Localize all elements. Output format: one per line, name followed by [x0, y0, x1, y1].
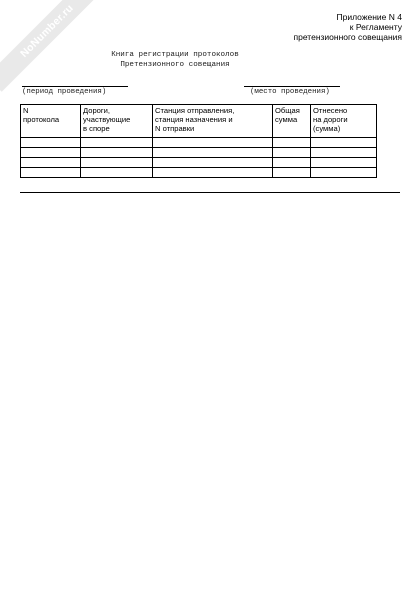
bottom-rule	[20, 192, 400, 193]
table-body	[21, 138, 377, 178]
appendix-line-2: к Регламенту	[349, 22, 402, 32]
table-cell	[81, 138, 153, 148]
appendix-line-3: претензионного совещания	[293, 32, 402, 42]
table-cell	[81, 148, 153, 158]
appendix-note	[242, 12, 402, 42]
table-cell	[153, 148, 273, 158]
table-cell	[273, 148, 311, 158]
table-cell	[153, 158, 273, 168]
table-cell	[311, 158, 377, 168]
table-cell	[273, 158, 311, 168]
table-cell	[311, 138, 377, 148]
period-blank-line	[22, 86, 128, 87]
table-cell	[311, 148, 377, 158]
table-cell	[153, 168, 273, 178]
table-row	[21, 168, 377, 178]
period-caption: (период проведения)	[22, 88, 107, 96]
table-row	[21, 148, 377, 158]
table-cell	[21, 148, 81, 158]
table-cell	[311, 168, 377, 178]
header-stations-and-dispatch: Станция отправления, станция назначения и N отправки	[153, 105, 273, 138]
table-cell	[153, 138, 273, 148]
place-blank-line	[244, 86, 340, 87]
document-title: Книга регистрации протоколов	[111, 51, 239, 59]
table-cell	[21, 138, 81, 148]
appendix-line-1: Приложение N 4	[336, 12, 402, 22]
table-cell	[21, 158, 81, 168]
table-cell	[21, 168, 81, 178]
header-protocol-number: N протокола	[21, 105, 81, 138]
table-cell	[273, 168, 311, 178]
registration-table	[20, 104, 377, 178]
table-header-row	[21, 105, 377, 138]
document-subtitle: Претензионного совещания	[120, 61, 230, 69]
table-cell	[273, 138, 311, 148]
table-row	[21, 138, 377, 148]
header-total-amount: Общая сумма	[273, 105, 311, 138]
table-cell	[81, 168, 153, 178]
table-cell	[81, 158, 153, 168]
place-caption: (место проведения)	[250, 88, 330, 96]
table-row	[21, 158, 377, 168]
header-roads-in-dispute: Дороги, участвующие в споре	[81, 105, 153, 138]
header-charged-to-roads: Отнесено на дороги (сумма)	[311, 105, 377, 138]
watermark-ribbon: NoNumber.ru	[0, 0, 108, 92]
